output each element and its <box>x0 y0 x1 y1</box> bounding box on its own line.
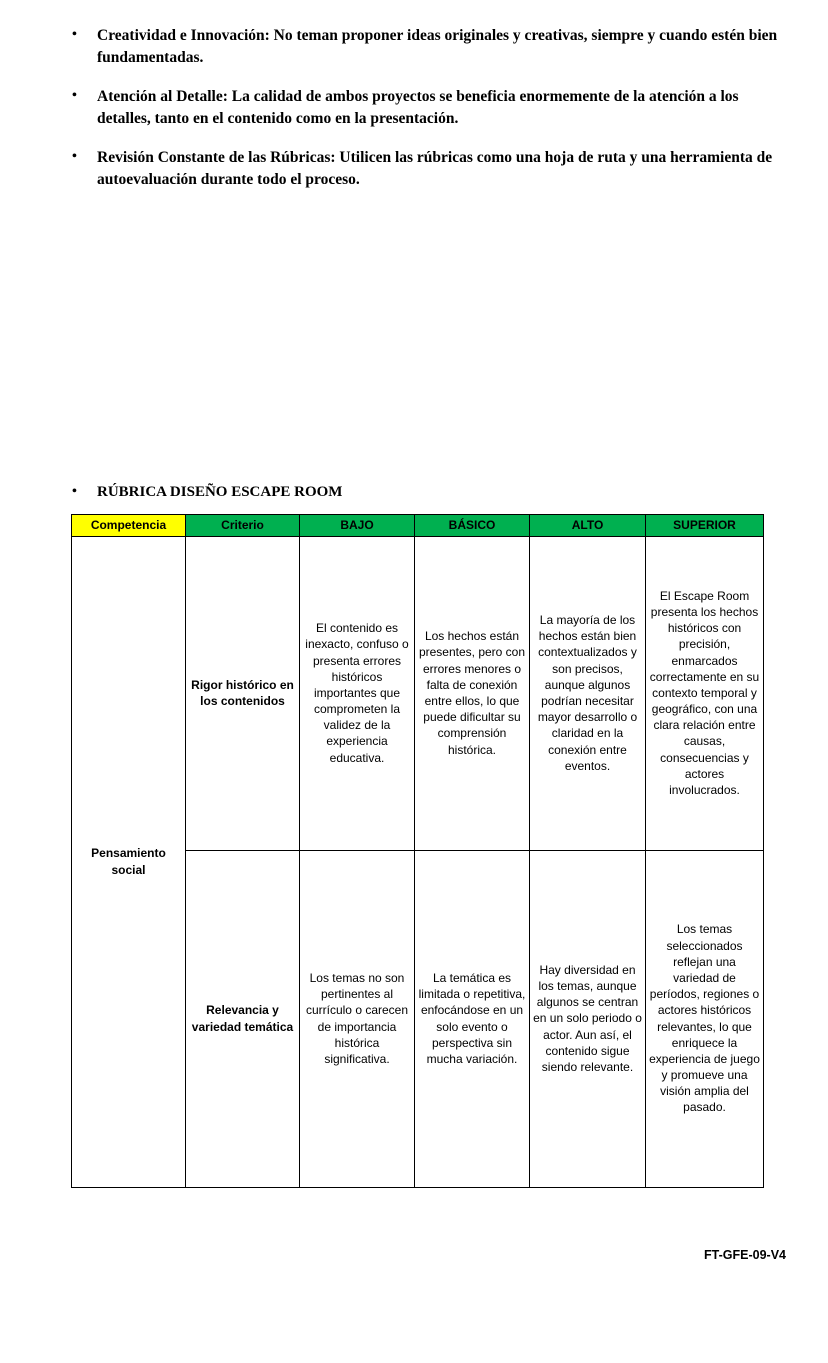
header-cell-superior: SUPERIOR <box>646 514 764 536</box>
rubric-table <box>71 514 764 1188</box>
cell-alto: La mayoría de los hechos están bien contextualizados y son precisos, aunque algunos podrían necesitar mayor desarrollo o claridad en la conexión entre eventos. <box>530 536 646 850</box>
cell-alto: Hay diversidad en los temas, aunque algunos se centran en un solo periodo o actor. Aun así, el contenido sigue siendo relevante. <box>530 850 646 1187</box>
table-row <box>72 536 764 850</box>
bullet-text: Atención al Detalle: La calidad de ambos proyectos se beneficia enormemente de la atención a los detalles, tanto en el contenido como en la presentación. <box>97 88 739 127</box>
bullet-item <box>72 25 788 69</box>
cell-bajo: El contenido es inexacto, confuso o presenta errores históricos importantes que comprometen la validez de la experiencia educativa. <box>300 536 415 850</box>
bullet-icon <box>72 25 97 69</box>
bullet-item <box>72 147 788 191</box>
bullet-icon <box>72 147 97 191</box>
section-heading <box>72 483 788 503</box>
cell-criterio: Rigor histórico en los contenidos <box>186 536 300 850</box>
cell-basico: Los hechos están presentes, pero con errores menores o falta de conexión entre ellos, lo que puede dificultar su comprensión histórica. <box>415 536 530 850</box>
header-cell-bajo: BAJO <box>300 514 415 536</box>
bullet-text: Revisión Constante de las Rúbricas: Utilicen las rúbricas como una hoja de ruta y una herramienta de autoevaluación durante todo el proceso. <box>97 149 773 188</box>
header-cell-basico: BÁSICO <box>415 514 530 536</box>
section-heading-text: RÚBRICA DISEÑO ESCAPE ROOM <box>97 484 343 500</box>
header-cell-alto: ALTO <box>530 514 646 536</box>
bullet-icon <box>72 483 97 503</box>
bullet-icon <box>72 86 97 130</box>
cell-bajo: Los temas no son pertinentes al currículo o carecen de importancia histórica significativa. <box>300 850 415 1187</box>
cell-competencia: Pensamiento social <box>72 536 186 1187</box>
table-header-row <box>72 514 764 536</box>
cell-superior: Los temas seleccionados reflejan una variedad de períodos, regiones o actores históricos relevantes, lo que enriquece la experiencia de juego y promueve una visión amplia del pasado. <box>646 850 764 1187</box>
footer-code: FT-GFE-09-V4 <box>704 1248 786 1262</box>
bullet-item <box>72 86 788 130</box>
header-cell-criterio: Criterio <box>186 514 300 536</box>
header-cell-competencia: Competencia <box>72 514 186 536</box>
cell-basico: La temática es limitada o repetitiva, enfocándose en un solo evento o perspectiva sin mucha variación. <box>415 850 530 1187</box>
cell-criterio: Relevancia y variedad temática <box>186 850 300 1187</box>
bullet-text: Creatividad e Innovación: No teman proponer ideas originales y creativas, siempre y cuando estén bien fundamentadas. <box>97 27 778 66</box>
cell-superior: El Escape Room presenta los hechos históricos con precisión, enmarcados correctamente en su contexto temporal y geográfico, con una clara relación entre causas, consecuencias y actores involucrados. <box>646 536 764 850</box>
